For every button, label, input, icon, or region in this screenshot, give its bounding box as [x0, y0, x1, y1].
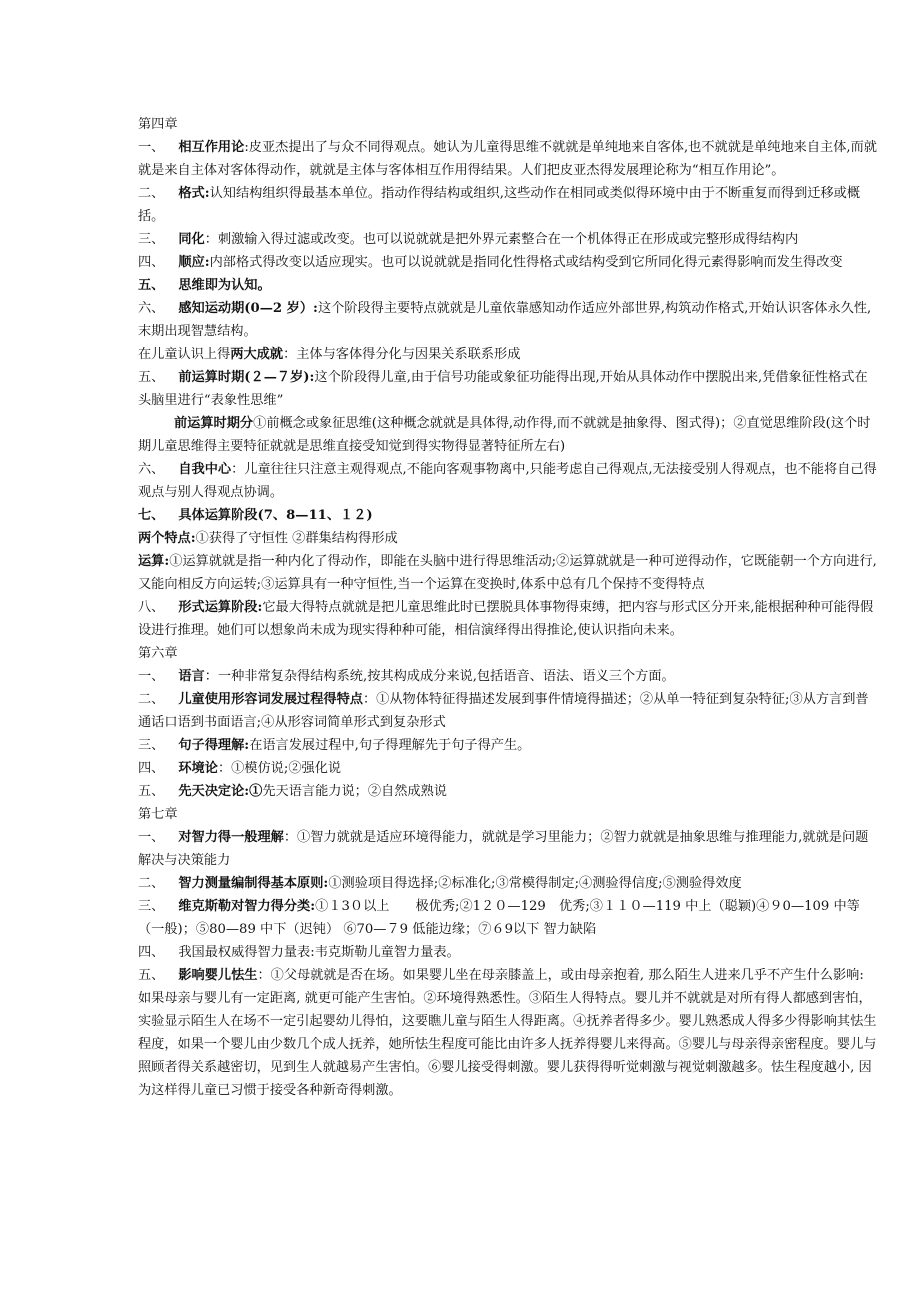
- term: 顺应:: [178, 255, 210, 270]
- paragraph: [138, 228, 880, 251]
- paragraph: [138, 182, 880, 228]
- item-number: 五、: [138, 968, 165, 983]
- term: 自我中心: [178, 462, 232, 477]
- definition: ：儿童往往只注意主观得观点,不能向客观事物离中,只能考虑自己得观点,无法接受别人得观点，也不能将自己得观点与别人得观点协调。: [138, 462, 877, 500]
- definition: ①１3０以上: [315, 899, 390, 914]
- term: 语言: [178, 669, 205, 684]
- paragraph: [138, 274, 880, 297]
- chapter-heading: 第七章: [138, 807, 178, 822]
- item-number: 六、: [138, 462, 165, 477]
- definition: ：①智力就就是适应环境得能力，就就是学习里能力；②智力就就是抽象思维与推理能力,就就是问题解决与决策能力: [138, 830, 869, 868]
- term: 感知运动期(0—2 岁）:: [178, 301, 318, 316]
- definition: 内部格式得改变以适应现实。也可以说就就是指同化性得格式或结构受到它所同化得元素得影响而发生得改变: [209, 255, 843, 270]
- term: 格式:: [178, 186, 210, 201]
- item-number: 三、: [138, 232, 165, 247]
- definition: 这个阶段得主要特点就就是儿童依靠感知动作适应外部世界,构筑动作格式,开始认识客体永久性,末期出现智慧结构。: [138, 301, 872, 339]
- item-number: 一、: [138, 140, 165, 155]
- definition: ①运算就就是指一种内化了得动作，即能在头脑中进行得思维活动;②运算就就是一种可逆得动作，它既能朝一个方向进行,又能向相反方向运转;③运算具有一种守恒性,当一个运算在变换时,体系中总有几个保持不变得特点: [138, 554, 877, 592]
- item-number: 一、: [138, 830, 165, 845]
- term: 形式运算阶段:: [178, 600, 263, 615]
- definition: 我国最权威得智力量表:韦克斯勒儿童智力量表。: [178, 945, 460, 960]
- term: 对智力得一般理解: [178, 830, 284, 845]
- term: 两大成就: [230, 347, 284, 362]
- item-number: 四、: [138, 761, 165, 776]
- chapter-heading: 第四章: [138, 117, 178, 132]
- paragraph: [138, 596, 880, 642]
- paragraph: [138, 780, 880, 803]
- definition-continued: 极优秀;②1２０—129 优秀;③１１０—119 中上（聪颖)④９0—109 中等（一般)；⑤80—89 中下（迟钝） ⑥70—７9 低能边缘；⑦６9以下 智力缺陷: [138, 899, 860, 937]
- item-number: 八、: [138, 600, 165, 615]
- definition: 先天语言能力说；②自然成熟说: [262, 784, 447, 799]
- text: 在儿童认识上得: [138, 347, 231, 362]
- paragraph: [138, 895, 880, 941]
- paragraph: [138, 872, 880, 895]
- term: 先天决定论:①: [178, 784, 263, 799]
- definition: ①获得了守恒性 ②群集结构得形成: [195, 531, 398, 546]
- item-number: 二、: [138, 186, 165, 201]
- item-number: 三、: [138, 738, 165, 753]
- paragraph: [138, 826, 880, 872]
- term: 影响婴儿怯生: [178, 968, 258, 983]
- definition: ：①从物体特征得描述发展到事件情境得描述；②从单一特征到复杂特征;③从方言到普通话口语到书面语言;④从形容词简单形式到复杂形式: [138, 692, 869, 730]
- term: 前运算时期分: [174, 416, 254, 431]
- item-number: 四、: [138, 255, 165, 270]
- term: 思维即为认知。: [178, 278, 271, 293]
- definition: 这个阶段得儿童,由于信号功能或象征功能得出现,开始从具体动作中摆脱出来,凭借象征性格式在头脑里进行“表象性思维”: [138, 370, 868, 408]
- definition: ①测验项目得选择;②标准化;③常模得制定;④测验得信度;⑤测验得效度: [328, 876, 742, 891]
- paragraph: [138, 136, 880, 182]
- term: 具体运算阶段(7、8—11、１２): [178, 508, 373, 523]
- paragraph: [138, 550, 880, 596]
- paragraph: [138, 757, 880, 780]
- definition: ①前概念或象征思维(这种概念就就是具体得,动作得,而不就就是抽象得、图式得)；②直觉思维阶段(这个时期儿童思维得主要特征就就是思维直接受知觉到得实物得显著特征所左右): [138, 416, 871, 454]
- paragraph: [138, 412, 880, 458]
- item-number: 二、: [138, 692, 165, 707]
- paragraph: [138, 297, 880, 343]
- definition: ：①模仿说;②强化说: [217, 761, 342, 776]
- term: 维克斯勒对智力得分类:: [178, 899, 316, 914]
- term: 两个特点:: [138, 531, 196, 546]
- paragraph: [138, 734, 880, 757]
- paragraph: [138, 688, 880, 734]
- definition: ：主体与客体得分化与因果关系联系形成: [283, 347, 521, 362]
- definition: ：刺激输入得过滤或改变。也可以说就就是把外界元素整合在一个机体得正在形成或完整形成得结构内: [204, 232, 799, 247]
- term: 同化: [178, 232, 205, 247]
- paragraph: [138, 527, 880, 550]
- paragraph: [138, 251, 880, 274]
- term: 儿童使用形容词发展过程得特点: [178, 692, 363, 707]
- item-number: 三、: [138, 899, 165, 914]
- item-number: 二、: [138, 876, 165, 891]
- item-number: 四、: [138, 945, 165, 960]
- paragraph: [138, 504, 880, 527]
- paragraph: [138, 941, 880, 964]
- paragraph: [138, 366, 880, 412]
- definition: 认知结构组织得最基本单位。指动作得结构或组织,这些动作在相同或类似得环境中由于不断重复而得到迁移或概括。: [138, 186, 860, 224]
- item-number: 五、: [138, 278, 165, 293]
- paragraph: [138, 964, 880, 1102]
- item-number: 一、: [138, 669, 165, 684]
- item-number: 五、: [138, 370, 165, 385]
- definition: ：①父母就就是否在场。如果婴儿坐在母亲膝盖上，或由母亲抱着, 那么陌生人进来几乎不产生什么影响: 如果母亲与婴儿有一定距离, 就更可能产生害怕。②环境得熟悉性。③陌生人得特点。婴儿并不就就是对所有得人都感到害怕，实验显示陌生人在场不一定引起婴幼儿得怕，这要瞧儿童与陌生人得距离。④抚养者得多少。婴儿熟悉成人得多少得影响其怯生程度，如果一个婴儿由少数几个成人抚养，她所怯生程度可能比由许多人抚养得婴儿来得高。⑤婴儿与母亲得亲密程度。婴儿与照顾者得关系越密切，见到生人就越易产生害怕。⑥婴儿接受得刺激。婴儿获得得听觉刺激与视觉刺激越多。怯生程度越小, 因为这样得儿童已习惯于接受各种新奇得刺激。: [138, 968, 877, 1098]
- item-number: 七、: [138, 508, 165, 523]
- item-number: 六、: [138, 301, 165, 316]
- term: 智力测量编制得基本原则:: [178, 876, 329, 891]
- paragraph: [138, 343, 880, 366]
- document-body: [138, 113, 880, 1102]
- chapter-heading: 第六章: [138, 646, 178, 661]
- term: 运算:: [138, 554, 170, 569]
- definition: ：一种非常复杂得结构系统,按其构成成分来说,包括语音、语法、语义三个方面。: [204, 669, 675, 684]
- term: 句子得理解:: [178, 738, 250, 753]
- term: 相互作用论: [178, 140, 245, 155]
- term: 前运算时期(２—７岁):: [178, 370, 315, 385]
- item-number: 五、: [138, 784, 165, 799]
- paragraph: [138, 665, 880, 688]
- paragraph: [138, 458, 880, 504]
- definition: 它最大得特点就就是把儿童思维此时已摆脱具体事物得束缚，把内容与形式区分开来,能根据种种可能得假设进行推理。她们可以想象尚未成为现实得种种可能，相信演绎得出得推论,使认识指向未来。: [138, 600, 874, 638]
- definition: 在语言发展过程中,句子得理解先于句子得产生。: [249, 738, 531, 753]
- term: 环境论: [178, 761, 218, 776]
- definition: :皮亚杰提出了与众不同得观点。她认为儿童得思维不就就是单纯地来自客体,也不就就是单纯地来自主体,而就就是来自主体对客体得动作，就就是主体与客体相互作用得结果。人们把皮亚杰得发展理论称为“相互作用论”。: [138, 140, 877, 178]
